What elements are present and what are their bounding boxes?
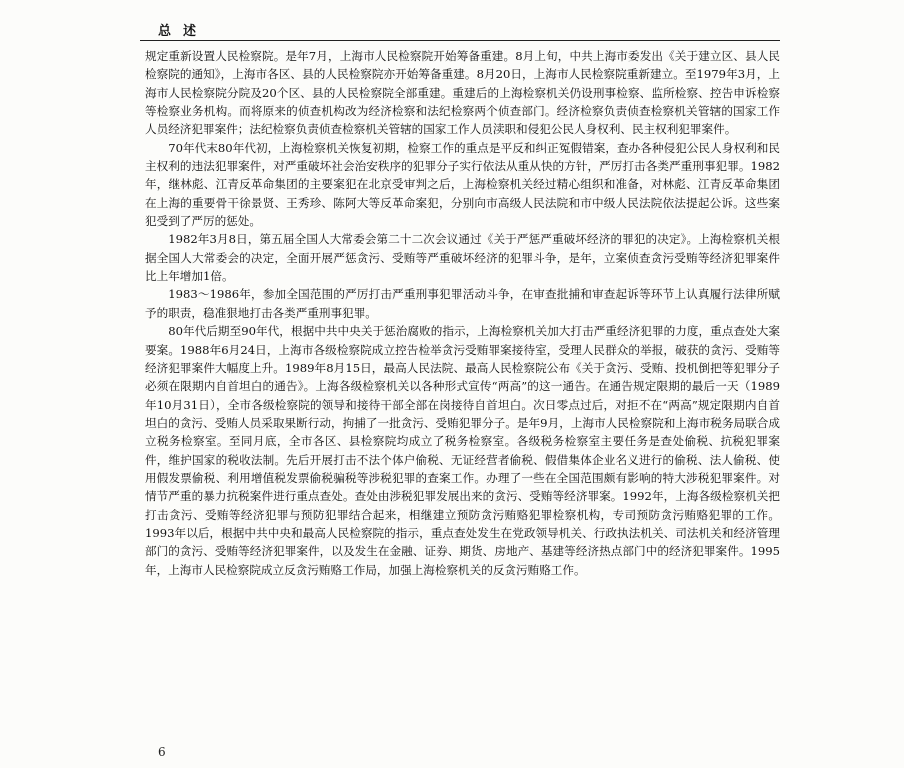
paragraph-1: 规定重新设置人民检察院。是年7月，上海市人民检察院开始筹备重建。8月上旬，中共上海市委发出《关于建立区、县人民检察院的通知》，上海市各区、县的人民检察院亦开始筹备重建。8月20日，上海市人民检察院重新建立。至1979年3月，上海市人民检察院分院及20个区、县的人民检察院全部重建。重建后的上海检察机关仍设刑事检察、监所检察、控告申诉检察等检察业务机构。而将原来的侦查机构改为经济检察和法纪检察两个侦查部门。经济检察负责侦查检察机关管辖的国家工作人员经济犯罪案件；法纪检察负责侦查检察机关管辖的国家工作人员渎职和侵犯公民人身权利、民主权利犯罪案件。	[145, 49, 780, 137]
paragraph-4: 1983～1986年，参加全国范围的严厉打击严重刑事犯罪活动斗争，在审查批捕和审查起诉等环节上认真履行法律所赋予的职责，稳准狠地打击各类严重刑事犯罪。	[145, 287, 780, 320]
paragraph-2: 70年代末80年代初，上海检察机关恢复初期，检察工作的重点是平反和纠正冤假错案，查办各种侵犯公民人身权利和民主权利的违法犯罪案件，对严重破坏社会治安秩序的犯罪分子实行依法从重从快的方针，严厉打击各类严重刑事犯罪。1982年，继林彪、江青反革命集团的主要案犯在北京受审判之后，上海检察机关经过精心组织和准备，对林彪、江青反革命集团在上海的重要骨干徐景贤、王秀珍、陈阿大等反革命案犯，分别向市高级人民法院和市中级人民法院依法提起公诉。这些案犯受到了严厉的惩处。	[145, 140, 780, 229]
paragraph-5: 80年代后期至90年代，根据中共中央关于惩治腐败的指示，上海检察机关加大打击严重经济犯罪的力度，重点查处大案要案。1988年6月24日，上海市各级检察院成立控告检举贪污受贿罪案接待室，受理人民群众的举报，破获的贪污、受贿等经济犯罪案件大幅度上升。1989年8月15日，最高人民法院、最高人民检察院公布《关于贪污、受贿、投机倒把等犯罪分子必须在限期内自首坦白的通告》。上海各级检察机关以各种形式宣传“两高”的这一通告。在通告规定限期的最后一天（1989年10月31日），全市各级检察院的领导和接待干部全部在岗接待自首坦白。次日零点过后，对拒不在“两高”规定限期内自首坦白的贪污、受贿人员采取果断行动，拘捕了一批贪污、受贿犯罪分子。是年9月，上海市人民检察院和上海市税务局联合成立税务检察室。至同月底，全市各区、县检察院均成立了税务检察室。各级税务检察室主要任务是查处偷税、抗税犯罪案件，维护国家的税收法制。先后开展打击不法个体户偷税、无证经营者偷税、假借集体企业名义进行的偷税、法人偷税、使用假发票偷税、利用增值税发票偷税骗税等涉税犯罪的查案工作。办理了一些在全国范围颇有影响的特大涉税犯罪案件。对情节严重的暴力抗税案件进行重点查处。查处由涉税犯罪发展出来的贪污、受贿等经济罪案。1992年，上海各级检察机关把打击贪污、受贿等经济犯罪与预防犯罪结合起来，相继建立预防贪污贿赂犯罪检察机构，专司预防贪污贿赂犯罪的工作。1993年以后，根据中共中央和最高人民检察院的指示，重点查处发生在党政领导机关、行政执法机关、司法机关和经济管理部门的贪污、受贿等经济犯罪案件，以及发生在金融、证券、期货、房地产、基建等经济热点部门中的经济犯罪案件。1995年，上海市人民检察院成立反贪污贿赂工作局，加强上海检察机关的反贪污贿赂工作。	[145, 324, 780, 577]
page-number: 6	[158, 745, 166, 759]
running-header-title: 总述	[158, 24, 209, 39]
body-text	[145, 47, 780, 579]
page-header	[140, 18, 780, 42]
paragraph-3: 1982年3月8日，第五届全国人大常委会第二十二次会议通过《关于严惩严重破坏经济的罪犯的决定》。上海检察机关根据全国人大常委会的决定，全面开展严惩贪污、受贿等严重破坏经济的犯罪斗争，是年，立案侦查贪污受贿等经济犯罪案件比上年增加1倍。	[145, 232, 780, 284]
header-rule	[140, 40, 780, 41]
